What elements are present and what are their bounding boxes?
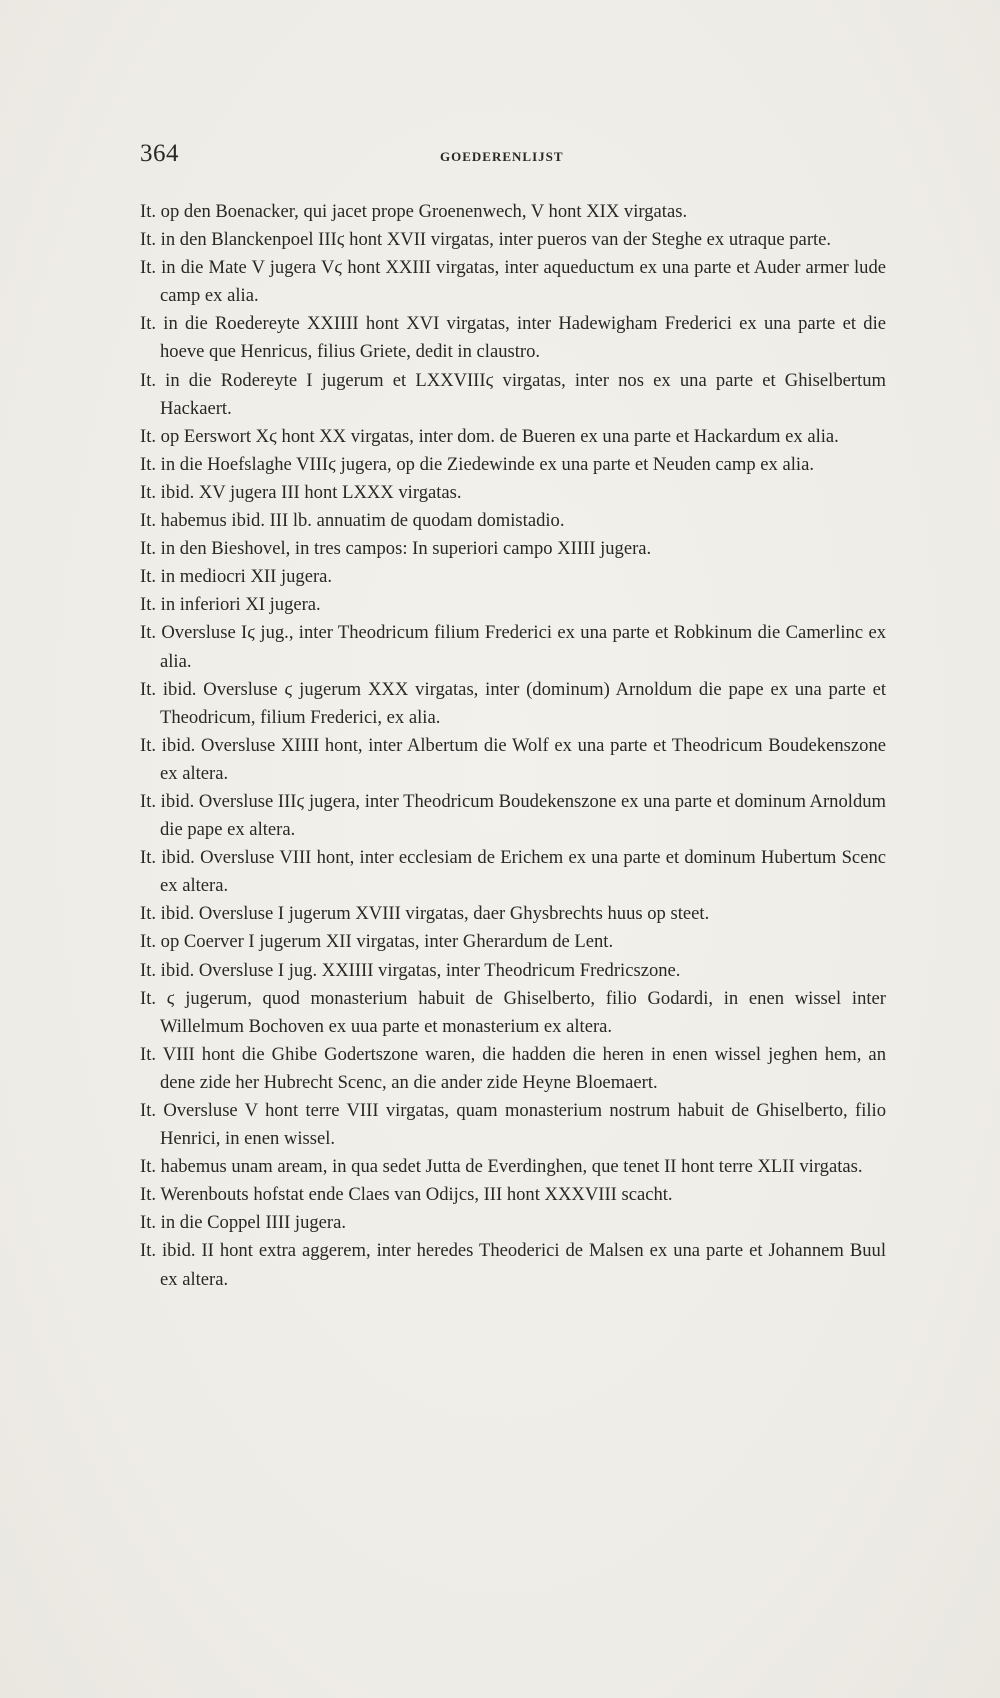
entry-text: It. habemus unam aream, in qua sedet Jutta de Everdinghen, que tenet II hont terre XLII virgatas. bbox=[140, 1156, 863, 1178]
list-item bbox=[140, 957, 886, 985]
list-item bbox=[140, 900, 886, 928]
entry-text: It. ibid. Oversluse ϛ jugerum XXX virgatas, inter (dominum) Arnoldum die pape ex una parte et Theodricum, filium Frederici, ex alia. bbox=[140, 678, 886, 728]
page-header bbox=[140, 140, 886, 172]
list-item bbox=[140, 619, 886, 675]
list-item bbox=[140, 479, 886, 507]
list-item bbox=[140, 563, 886, 591]
entry-text: It. Oversluse Iϛ jug., inter Theodricum filium Frederici ex una parte et Robkinum die Camerlinc ex alia. bbox=[140, 622, 886, 672]
list-item bbox=[140, 310, 886, 366]
list-item bbox=[140, 1237, 886, 1293]
list-item bbox=[140, 591, 886, 619]
list-item bbox=[140, 1181, 886, 1209]
entry-text: It. ibid. II hont extra aggerem, inter heredes Theoderici de Malsen ex una parte et Johannem Buul ex altera. bbox=[140, 1240, 886, 1290]
list-item bbox=[140, 367, 886, 423]
entry-text: It. habemus ibid. III lb. annuatim de quodam domistadio. bbox=[140, 510, 565, 532]
entry-text: It. in die Rodereyte I jugerum et LXXVIIIϛ virgatas, inter nos ex una parte et Ghiselbertum Hackaert. bbox=[140, 369, 886, 419]
entry-text: It. in die Hoefslaghe VIIIϛ jugera, op die Ziedewinde ex una parte et Neuden camp ex alia. bbox=[140, 453, 814, 475]
list-item bbox=[140, 1209, 886, 1237]
entry-text: It. in die Mate V jugera Vϛ hont XXIII virgatas, inter aqueductum ex una parte et Auder armer lude camp ex alia. bbox=[140, 257, 886, 307]
list-item bbox=[140, 732, 886, 788]
entry-text: It. op Eerswort Xϛ hont XX virgatas, inter dom. de Bueren ex una parte et Hackardum ex alia. bbox=[140, 425, 839, 447]
list-item bbox=[140, 423, 886, 451]
entry-text: It. op den Boenacker, qui jacet prope Groenenwech, V hont XIX virgatas. bbox=[140, 201, 688, 222]
list-item bbox=[140, 1153, 886, 1181]
list-item bbox=[140, 928, 886, 956]
list-item bbox=[140, 226, 886, 254]
entry-text: It. ibid. Oversluse I jugerum XVIII virgatas, daer Ghysbrechts huus op steet. bbox=[140, 903, 710, 925]
entry-list bbox=[140, 198, 886, 1294]
entry-text: It. ibid. Oversluse I jug. XXIIII virgatas, inter Theodricum Fredricszone. bbox=[140, 959, 681, 981]
list-item bbox=[140, 1041, 886, 1097]
list-item bbox=[140, 254, 886, 310]
page-number: 364 bbox=[140, 140, 179, 167]
entry-text: It. in den Blanckenpoel IIIϛ hont XVII virgatas, inter pueros van der Steghe ex utraque parte. bbox=[140, 229, 832, 251]
entry-text: It. ibid. Oversluse XIIII hont, inter Albertum die Wolf ex una parte et Theodricum Boudekenszone ex altera. bbox=[140, 734, 886, 784]
entry-text: It. Werenbouts hofstat ende Claes van Odijcs, III hont XXXVIII scacht. bbox=[140, 1184, 673, 1206]
entry-text: It. in den Bieshovel, in tres campos: In superiori campo XIIII jugera. bbox=[140, 538, 652, 560]
entry-text: It. in inferiori XI jugera. bbox=[140, 594, 321, 616]
entry-text: It. op Coerver I jugerum XII virgatas, inter Gherardum de Lent. bbox=[140, 931, 614, 953]
entry-text: It. VIII hont die Ghibe Godertszone waren, die hadden die heren in enen wissel jeghen hem, an dene zide her Hubrecht Scenc, an die ander zide Heyne Bloemaert. bbox=[140, 1043, 886, 1093]
entry-text: It. in die Roedereyte XXIIII hont XVI virgatas, inter Hadewigham Frederici ex una parte et die hoeve que Henricus, filius Griete, dedit in claustro. bbox=[140, 313, 886, 363]
entry-text: It. in die Coppel IIII jugera. bbox=[140, 1212, 347, 1234]
entry-text: It. ibid. Oversluse VIII hont, inter ecclesiam de Erichem ex una parte et dominum Hubertum Scenc ex altera. bbox=[140, 847, 886, 897]
running-title: GOEDERENLIJST bbox=[440, 149, 564, 164]
list-item bbox=[140, 507, 886, 535]
entry-text: It. ibid. Oversluse IIIϛ jugera, inter Theodricum Boudekenszone ex una parte et dominum Arnoldum die pape ex altera. bbox=[140, 790, 886, 841]
list-item bbox=[140, 198, 886, 226]
entry-text: It. ibid. XV jugera III hont LXXX virgatas. bbox=[140, 481, 462, 503]
entry-text: It. ϛ jugerum, quod monasterium habuit de Ghiselberto, filio Godardi, in enen wissel inter Willelmum Bochoven ex uua parte et monasterium ex altera. bbox=[140, 987, 886, 1037]
list-item bbox=[140, 985, 886, 1041]
list-item bbox=[140, 451, 886, 479]
list-item bbox=[140, 1097, 886, 1153]
list-item bbox=[140, 788, 886, 844]
entry-text: It. in mediocri XII jugera. bbox=[140, 566, 333, 588]
list-item bbox=[140, 844, 886, 900]
entry-text: It. Oversluse V hont terre VIII virgatas, quam monasterium nostrum habuit de Ghiselberto, filio Henrici, in enen wissel. bbox=[140, 1100, 886, 1150]
list-item bbox=[140, 535, 886, 563]
list-item bbox=[140, 676, 886, 732]
